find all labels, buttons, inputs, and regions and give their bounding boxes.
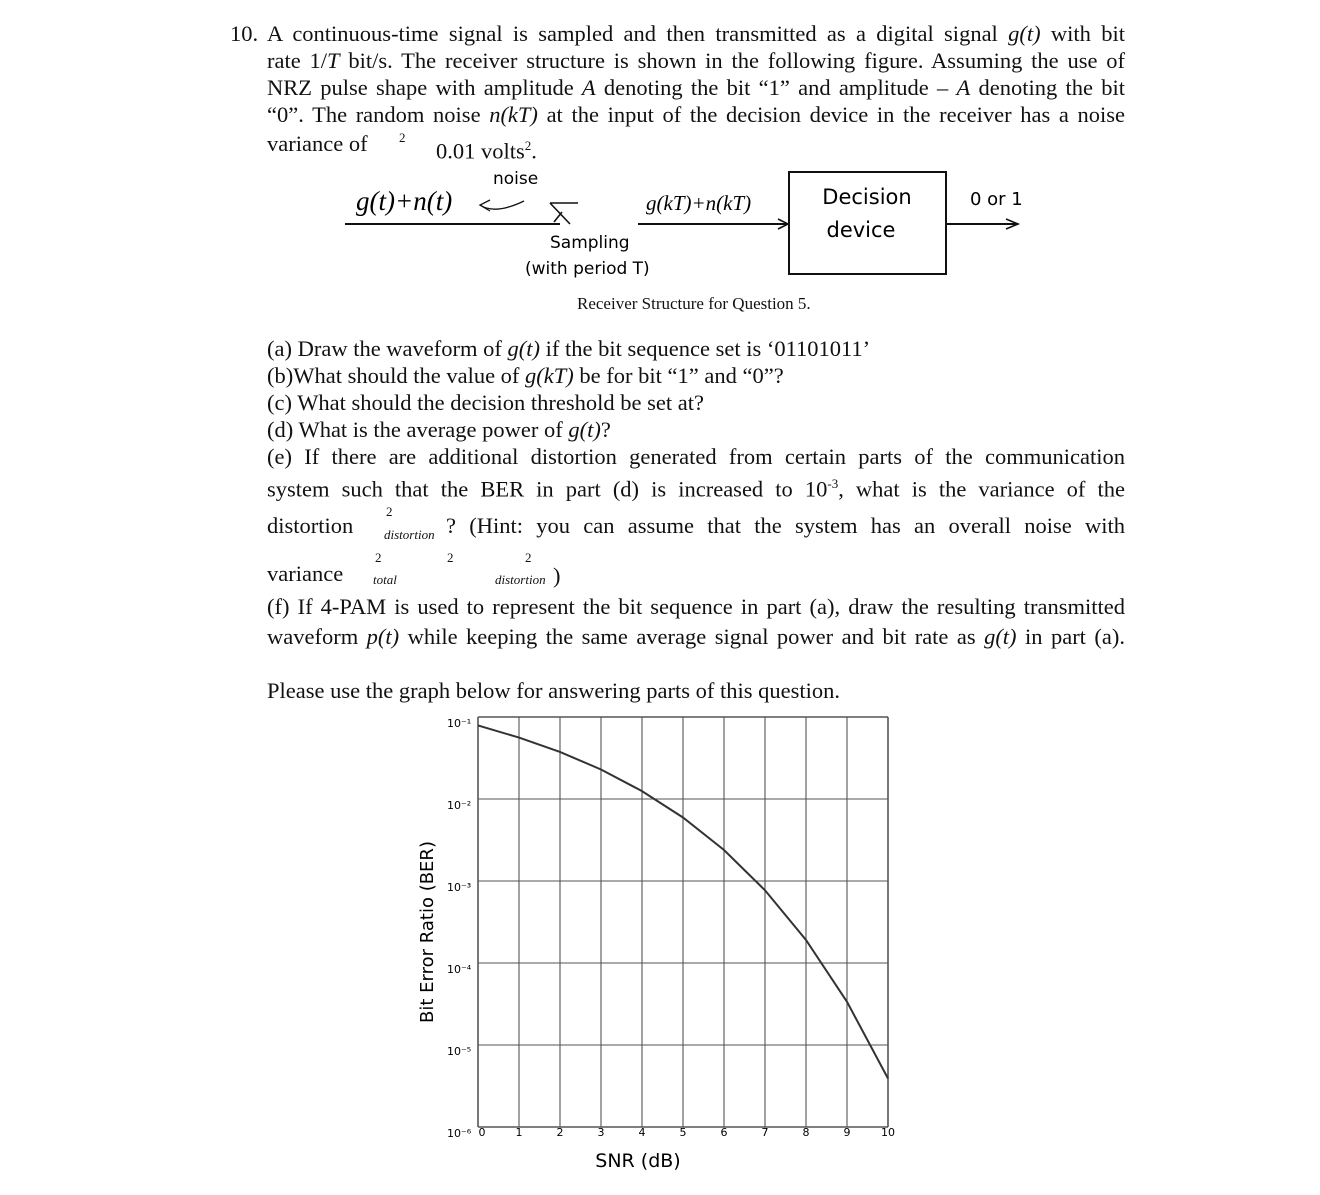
y-tick-label: 10⁻² [447,799,472,812]
sup: -3 [827,476,839,491]
decision-line1: Decision [822,185,912,209]
x-tick-label: 8 [802,1126,810,1139]
x-tick-label: 5 [679,1126,687,1139]
text: (b)What should the value of [267,363,526,388]
question-number: 10. [230,21,259,46]
part-f-line1: (f) If 4-PAM is used to represent the bit sequence in part (a), draw the resulting transmitted [267,594,1125,619]
question-line-2 [267,47,1125,74]
sampling-switch-icon [550,203,578,224]
x-tick-label: 7 [761,1126,769,1139]
question-line-1 [267,20,1125,47]
part-f-line2 [267,623,1125,650]
text: rate 1/ [267,48,328,73]
text: system such that the BER in part (d) is increased to 10 [267,476,828,502]
total-sup: 2 [375,550,382,565]
text: ? [600,417,611,442]
variance-label: variance of [267,131,368,156]
text-italic: g(t) [1008,21,1041,46]
text: 0.01 volts [436,138,525,164]
part-e-variance-word: variance [267,561,344,586]
x-axis-label: SNR (dB) [595,1150,681,1172]
noise-sup: 2 [447,550,454,565]
text-italic: A [956,75,971,100]
question-line-3 [267,74,1125,101]
text-italic: T [327,48,340,73]
text: at the input of the decision device in the receiver has a noise [537,102,1125,127]
y-tick-label: 10⁻⁵ [447,1045,472,1058]
x-tick-labels [479,1126,896,1139]
text: waveform [267,624,367,649]
text-italic: g(kT) [525,363,574,388]
y-tick-label: 10⁻⁶ [447,1127,472,1140]
x-tick-label: 4 [638,1126,646,1139]
period-label: (with period T) [525,259,650,279]
part-c: (c) What should the decision threshold be set at? [267,390,704,415]
text: , what is the variance of the [838,476,1125,502]
text-italic: g(t) [984,624,1017,649]
part-e-distortion-word: distortion [267,513,354,538]
input-label: g(t)+n(t) [356,186,453,216]
text: (d) What is the average power of [267,417,569,442]
text: with bit [1040,21,1125,46]
text: NRZ pulse shape with amplitude [267,75,582,100]
part-b [267,362,784,389]
text: “0”. The random noise [267,102,490,127]
text-italic: p(t) [366,624,400,649]
x-tick-label: 10 [881,1126,895,1139]
x-tick-label: 9 [843,1126,851,1139]
text-italic: g(t) [568,417,601,442]
figure-caption: Receiver Structure for Question 5. [577,294,811,313]
sampling-label: Sampling [550,233,630,253]
y-tick-label: 10⁻⁴ [447,963,472,976]
x-tick-label: 3 [597,1126,605,1139]
noise-label: noise [493,169,539,189]
y-tick-labels [447,717,472,1140]
text: be for bit “1” and “0”? [573,363,784,388]
noise-arrowhead [480,200,490,211]
part-d [267,416,611,443]
sampled-signal-label: g(kT)+n(kT) [646,191,752,215]
output-label: 0 or 1 [970,189,1023,210]
total-sub: total [373,572,397,587]
x-tick-label: 2 [556,1126,564,1139]
question-line-4 [267,101,1125,128]
y-axis-label: Bit Error Ratio (BER) [417,841,438,1023]
text-italic: g(t) [507,336,541,361]
distortion2-sup: 2 [525,550,532,565]
part-a [267,335,870,362]
text-italic: A [581,75,596,100]
y-tick-label: 10⁻³ [447,881,472,894]
ber-chart [400,700,920,1180]
part-e-line1: (e) If there are additional distortion generated from certain parts of the communication [267,444,1125,469]
x-tick-label: 0 [478,1126,486,1139]
y-tick-label: 10⁻¹ [447,717,472,730]
x-tick-label: 6 [720,1126,728,1139]
closing-paren: ) [553,563,561,588]
text: . [531,138,537,164]
x-tick-label: 1 [515,1126,523,1139]
distortion-sub: distortion [384,527,435,542]
part-e-line2 [267,470,1125,503]
text: denoting the bit [970,75,1126,100]
variance-sup: 2 [399,130,406,145]
distortion2-sub: distortion [495,572,546,587]
text-italic: n(kT) [489,102,538,127]
decision-line2: device [826,218,896,242]
text: (a) Draw the waveform of [267,336,508,361]
part-e-line3-rest: ? (Hint: you can assume that the system has an overall noise with [446,513,1125,538]
text: while keeping the same average signal power and bit rate as [399,624,985,649]
graph-note: Please use the graph below for answering parts of this question. [267,678,840,703]
text: if the bit sequence set is ‘01101011’ [540,336,871,361]
text: A continuous-time signal is sampled and then transmitted as a digital signal [267,21,1009,46]
distortion-sup: 2 [386,504,393,519]
sup: 2 [524,138,532,153]
text: denoting the bit “1” and amplitude – [595,75,957,100]
chart-grid [478,717,888,1127]
text: in part (a). [1016,624,1125,649]
text: bit/s. The receiver structure is shown in the following figure. Assuming the use of [339,48,1126,73]
